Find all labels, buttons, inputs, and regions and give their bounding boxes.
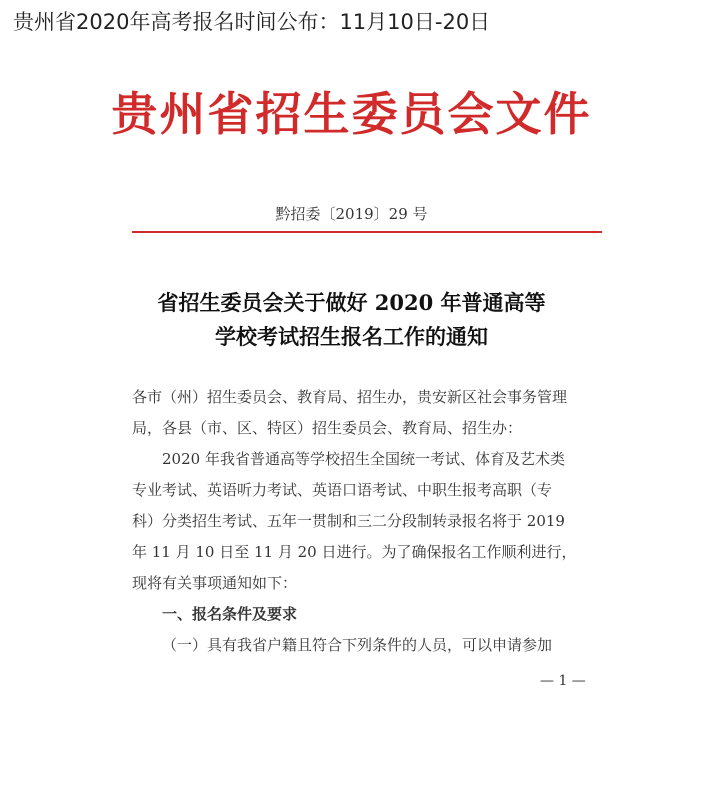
- paragraph-line: 各市（州）招生委员会、教育局、招生办，贵安新区社会事务管理: [132, 388, 568, 406]
- paragraph-line: 科）分类招生考试、五年一贯制和三二分段制转录报名将于 2019: [132, 512, 565, 530]
- notice-title-line-2: 学校考试招生报名工作的通知: [215, 324, 488, 349]
- paragraph-line: （一）具有我省户籍且符合下列条件的人员，可以申请参加: [162, 636, 553, 654]
- paragraph-line: 年 11 月 10 日至 11 月 20 日进行。为了确保报名工作顺利进行，: [132, 543, 577, 561]
- red-divider: [132, 231, 602, 233]
- paragraph-line: 专业考试、英语听力考试、英语口语考试、中职生报考高职（专: [132, 481, 553, 499]
- document-number: 黔招委〔2019〕29 号: [275, 205, 428, 223]
- article-title: 贵州省2020年高考报名时间公布：11月10日-20日: [13, 10, 491, 34]
- paragraph-line: 局，各县（市、区、特区）招生委员会、教育局、招生办：: [132, 419, 523, 437]
- paragraph-line: 2020 年我省普通高等学校招生全国统一考试、体育及艺术类: [162, 450, 565, 468]
- notice-title-line-1: 省招生委员会关于做好 2020 年普通高等: [157, 290, 546, 315]
- notice-body: [132, 382, 606, 661]
- document-header: 贵州省招生委员会文件: [111, 87, 592, 141]
- notice-title: [0, 286, 703, 354]
- section-heading: 一、报名条件及要求: [162, 605, 298, 623]
- paragraph-line: 现将有关事项通知如下：: [132, 574, 298, 592]
- page-number: — 1 —: [540, 673, 586, 689]
